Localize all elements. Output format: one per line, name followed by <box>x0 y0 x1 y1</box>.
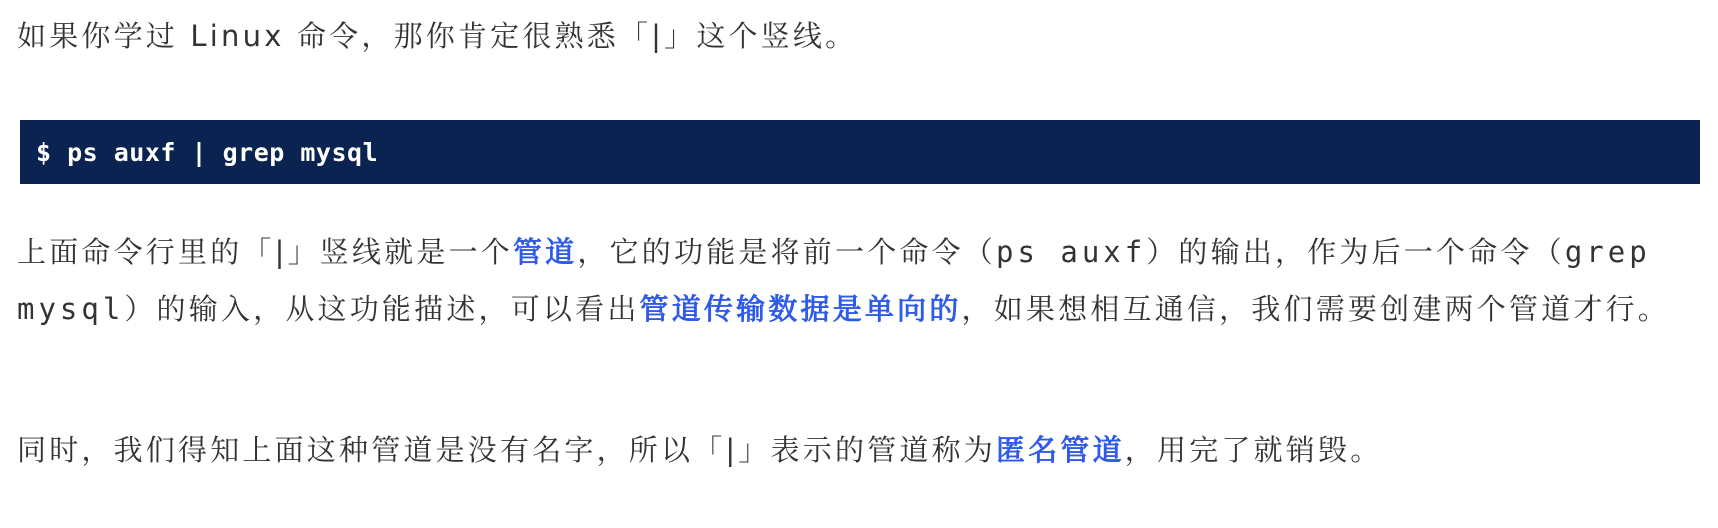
paragraph3-text-2: ，用完了就销毁。 <box>1124 433 1383 467</box>
inline-code-grep-mysql: grep mysql <box>17 235 1651 326</box>
code-command: $ ps auxf | grep mysql <box>36 137 379 167</box>
intro-paragraph <box>17 14 857 55</box>
code-block <box>20 120 1700 184</box>
paragraph2-text-4: ）的输入，从这功能描述，可以看出 <box>124 292 640 326</box>
intro-text: 如果你学过 Linux 命令，那你肯定很熟悉「|」这个竖线。 <box>17 19 858 53</box>
paragraph2-text-3: ）的输出，作为后一个命令（ <box>1146 235 1565 269</box>
inline-code-ps-auxf: ps auxf <box>996 235 1147 269</box>
paragraph2-text-2: ，它的功能是将前一个命令（ <box>577 235 996 269</box>
anonymous-pipe-paragraph <box>17 428 1382 469</box>
paragraph2-text-1: 上面命令行里的「|」竖线就是一个 <box>17 235 513 269</box>
paragraph2-text-5: ，如果想相互通信，我们需要创建两个管道才行。 <box>961 292 1670 326</box>
highlight-one-way: 管道传输数据是单向的 <box>639 292 962 326</box>
pipe-description-paragraph <box>17 224 1707 338</box>
paragraph3-text-1: 同时，我们得知上面这种管道是没有名字，所以「|」表示的管道称为 <box>17 433 996 467</box>
highlight-anonymous-pipe: 匿名管道 <box>995 433 1125 467</box>
highlight-pipe: 管道 <box>512 235 578 269</box>
